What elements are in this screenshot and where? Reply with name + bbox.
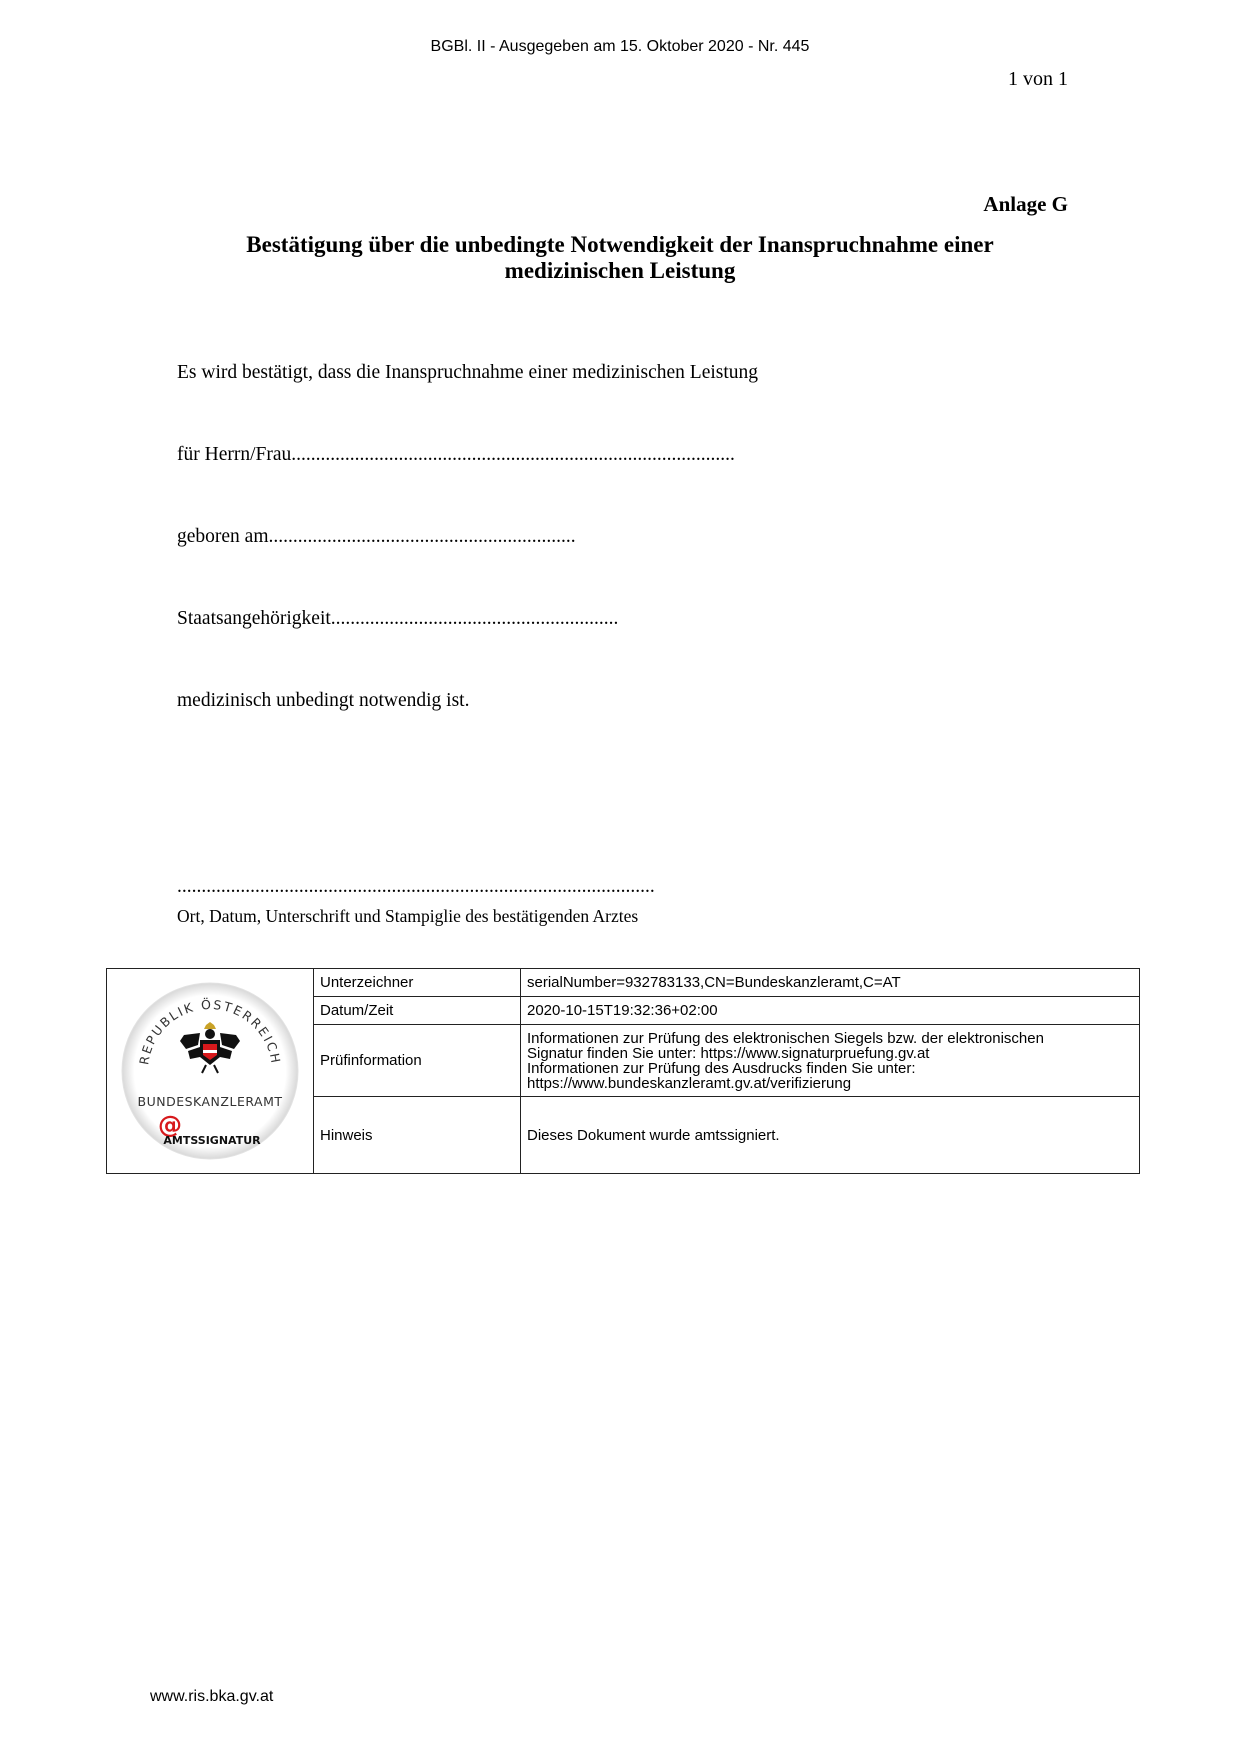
name-field: für Herrn/Frau........................................................................................... [177,444,735,465]
document-title: Bestätigung über die unbedingte Notwendigkeit der Inanspruchnahme einer medizinischen Leistung [246,232,994,283]
birthdate-field: geboren am............................................................... [177,526,576,547]
row-key: Datum/Zeit [314,997,521,1025]
annex-label: Anlage G [983,192,1068,216]
seal-arc-text: REPUBLIK ÖSTERREICH [136,996,284,1066]
signature-table [106,968,1140,1174]
signature-line: .................................................................................................. [177,876,655,897]
row-key: Hinweis [314,1097,521,1174]
gazette-header: BGBl. II - Ausgegeben am 15. Oktober 2020 - Nr. 445 [430,38,810,55]
table-row [107,969,1140,997]
verification-line: Signatur finden Sie unter: https://www.signaturpruefung.gv.at [527,1044,930,1062]
signer-value: serialNumber=932783133,CN=Bundeskanzleramt,C=AT [521,969,1140,997]
intro-text: Es wird bestätigt, dass die Inanspruchnahme einer medizinischen Leistung [177,362,759,383]
signature-caption: Ort, Datum, Unterschrift und Stampiglie des bestätigenden Arztes [177,906,639,926]
verification-line: Informationen zur Prüfung des elektronischen Siegels bzw. der elektronischen [527,1029,1044,1047]
row-key: Prüfinformation [314,1025,521,1097]
closing-text: medizinisch unbedingt notwendig ist. [177,690,470,711]
at-symbol-icon: @ [158,1111,182,1139]
footer-url: www.ris.bka.gv.at [150,1688,274,1705]
verification-info [521,1025,1140,1097]
note-value: Dieses Dokument wurde amtssigniert. [521,1097,1140,1174]
datetime-value: 2020-10-15T19:32:36+02:00 [521,997,1140,1025]
row-key: Unterzeichner [314,969,521,997]
verification-line: Informationen zur Prüfung des Ausdrucks finden Sie unter: [527,1059,916,1077]
seal-authority: BUNDESKANZLERAMT [137,1094,283,1109]
seal-label: AMTSSIGNATUR [163,1134,261,1147]
seal-cell [107,969,314,1174]
amtssignatur-seal [118,979,302,1163]
page-number: 1 von 1 [1008,68,1068,90]
verification-line: https://www.bundeskanzleramt.gv.at/verifizierung [527,1074,852,1092]
nationality-field: Staatsangehörigkeit........................................................... [177,608,619,629]
